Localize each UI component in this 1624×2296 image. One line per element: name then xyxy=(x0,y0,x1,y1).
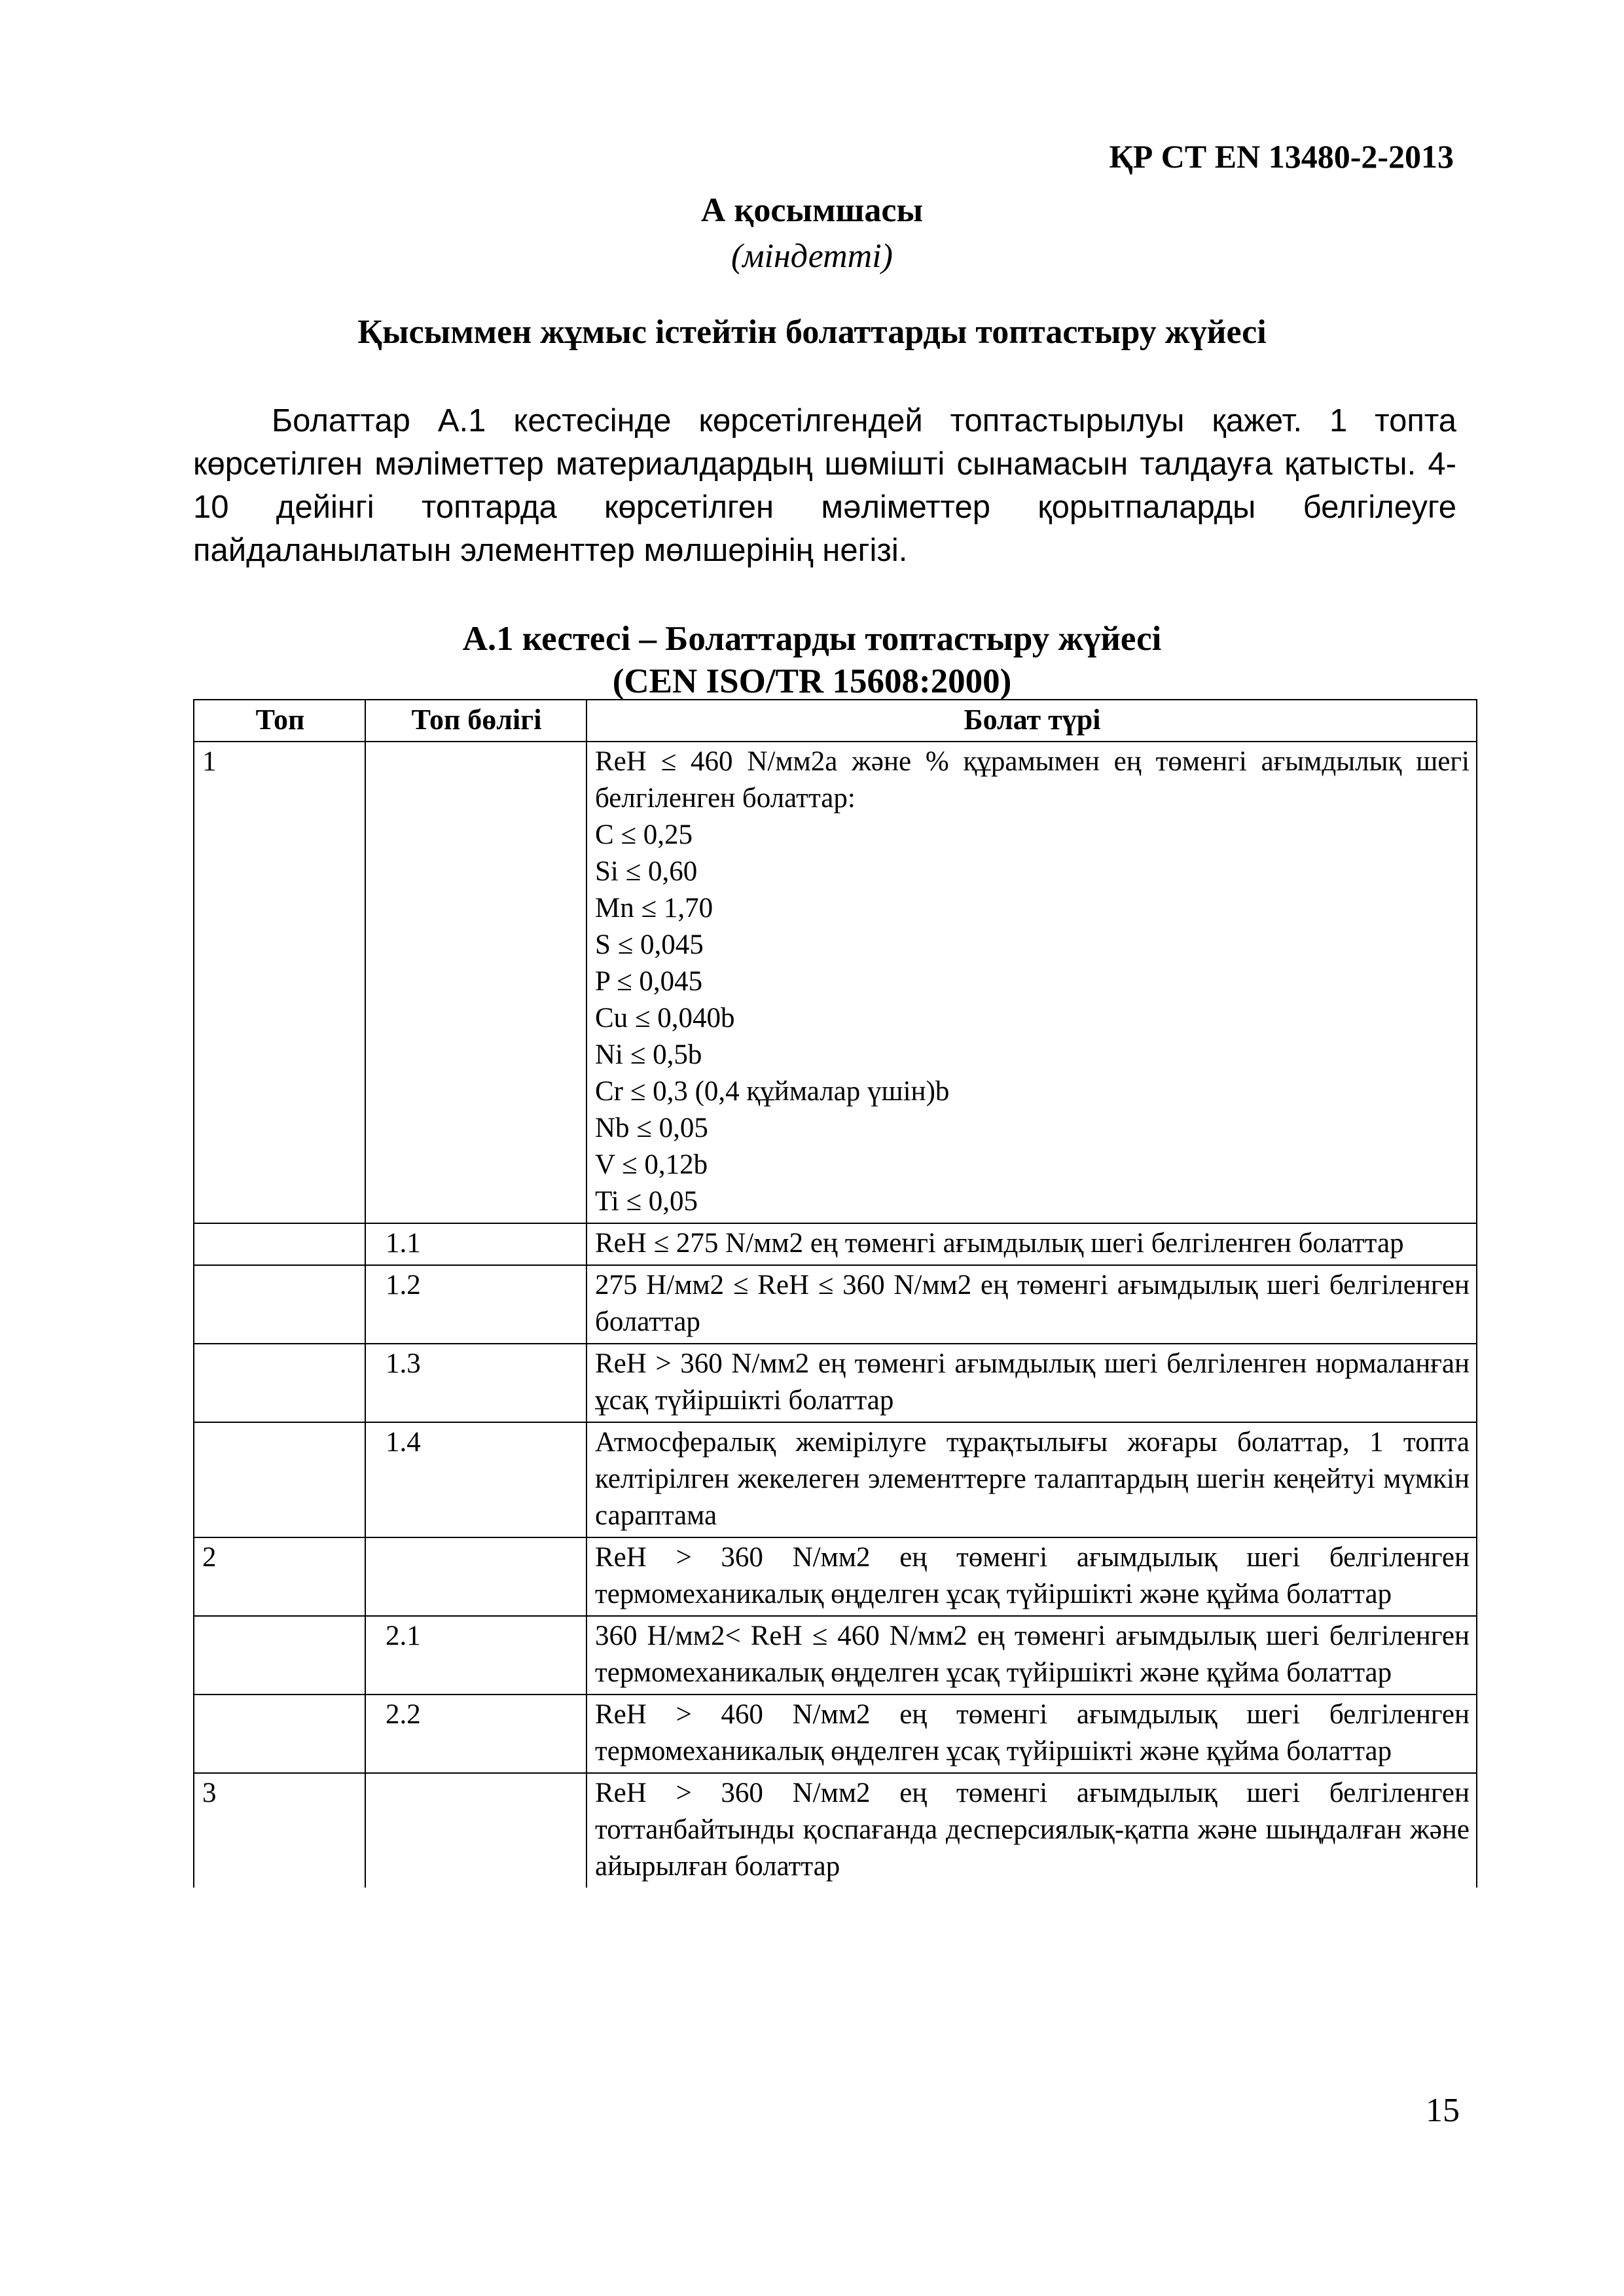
table-row xyxy=(194,1422,1477,1537)
steel-type-cell xyxy=(586,742,1477,1223)
group-cell: 3 xyxy=(194,1773,365,1888)
annex-status: (міндетті) xyxy=(731,238,893,275)
header-group: Топ xyxy=(194,700,365,742)
steel-type-cell: ReH > 360 N/мм2 ең төменгі ағымдылық шегі белгіленген термомеханикалық өңделген ұсақ түйіршікті және құйма болаттар xyxy=(586,1537,1477,1616)
group-cell xyxy=(194,1223,365,1265)
subgroup-cell: 1.3 xyxy=(365,1344,586,1422)
composition-limit: P ≤ 0,045 xyxy=(595,966,703,997)
composition-limit: Ni ≤ 0,5b xyxy=(595,1039,702,1070)
composition-limit: V ≤ 0,12b xyxy=(595,1149,708,1180)
steel-grouping-table xyxy=(193,699,1477,1888)
header-subgroup: Топ бөлігі xyxy=(365,700,586,742)
subgroup-cell xyxy=(365,1537,586,1616)
table-title xyxy=(0,618,1624,703)
steel-type-cell: 360 Н/мм2< ReH ≤ 460 N/мм2 ең төменгі ағымдылық шегі белгіленген термомеханикалық өңделген ұсақ түйіршікті және құйма болаттар xyxy=(586,1616,1477,1695)
steel-type-cell: ReH > 360 N/мм2 ең төменгі ағымдылық шегі белгіленген нормаланған ұсақ түйіршікті болаттар xyxy=(586,1344,1477,1422)
annex-title: А қосымшасы xyxy=(700,192,924,229)
subgroup-cell: 2.1 xyxy=(365,1616,586,1695)
steel-type-cell: Атмосфералық жемірілуге тұрақтылығы жоғары болаттар, 1 топта келтірілген жекелеген элементтерге талаптардың шегін кеңейтуі мүмкін сараптама xyxy=(586,1422,1477,1537)
composition-limit: Si ≤ 0,60 xyxy=(595,856,698,887)
subgroup-cell: 1.4 xyxy=(365,1422,586,1537)
subgroup-cell: 1.1 xyxy=(365,1223,586,1265)
table-title-line-1: А.1 кестесі – Болаттарды топтастыру жүйесі xyxy=(462,620,1162,658)
composition-limit: Cu ≤ 0,040b xyxy=(595,1003,735,1033)
table-header-row xyxy=(194,700,1477,742)
subgroup-cell: 1.2 xyxy=(365,1265,586,1344)
subgroup-cell xyxy=(365,742,586,1223)
table-row xyxy=(194,1537,1477,1616)
table-row xyxy=(194,1344,1477,1422)
composition-limit: Ti ≤ 0,05 xyxy=(595,1186,698,1217)
group-1-intro: ReH ≤ 460 N/мм2a және % құрамымен ең төменгі ағымдылық шегі белгіленген болаттар: xyxy=(595,746,1470,814)
section-title: Қысыммен жұмыс істейтін болаттарды топтастыру жүйесі xyxy=(357,314,1267,351)
composition-limit: Cr ≤ 0,3 (0,4 құймалар үшін)b xyxy=(595,1076,950,1107)
subgroup-cell xyxy=(365,1773,586,1888)
standard-designation: ҚР СТ EN 13480-2-2013 xyxy=(1109,138,1454,175)
table-row xyxy=(194,1265,1477,1344)
steel-type-cell: 275 Н/мм2 ≤ ReH ≤ 360 N/мм2 ең төменгі ағымдылық шегі белгіленген болаттар xyxy=(586,1265,1477,1344)
table-row xyxy=(194,1616,1477,1695)
table-row xyxy=(194,1695,1477,1773)
group-cell xyxy=(194,1422,365,1537)
steel-type-cell: ReH > 360 N/мм2 ең төменгі ағымдылық шегі белгіленген тоттанбайтынды қоспағанда десперсиялық-қатпа және шыңдалған және айырылған болаттар xyxy=(586,1773,1477,1888)
group-cell: 1 xyxy=(194,742,365,1223)
group-cell xyxy=(194,1344,365,1422)
table-row xyxy=(194,1223,1477,1265)
steel-type-cell: ReH > 460 N/мм2 ең төменгі ағымдылық шегі белгіленген термомеханикалық өңделген ұсақ түйіршікті және құйма болаттар xyxy=(586,1695,1477,1773)
composition-limit: C ≤ 0,25 xyxy=(595,819,693,850)
composition-limit: Nb ≤ 0,05 xyxy=(595,1113,708,1143)
page-number: 15 xyxy=(1426,2092,1460,2129)
table-row-group-1 xyxy=(194,742,1477,1223)
group-cell: 2 xyxy=(194,1537,365,1616)
table-title-line-2: (CEN ISO/TR 15608:2000) xyxy=(612,662,1012,700)
composition-limit: S ≤ 0,045 xyxy=(595,929,704,960)
intro-paragraph: Болаттар А.1 кестесінде көрсетілгендей топтастырылуы қажет. 1 топта көрсетілген мәліметтер материалдардың шөмішті сынамасын талдауға қатысты. 4-10 дейінгі топтарда көрсетілген мәліметтер қорытпаларды белгілеуге пайдаланылатын элементтер мөлшерінің негізі. xyxy=(193,403,1456,568)
group-cell xyxy=(194,1616,365,1695)
subgroup-cell: 2.2 xyxy=(365,1695,586,1773)
table-row xyxy=(194,1773,1477,1888)
group-cell xyxy=(194,1265,365,1344)
steel-type-cell: ReH ≤ 275 N/мм2 ең төменгі ағымдылық шегі белгіленген болаттар xyxy=(586,1223,1477,1265)
header-steel-type: Болат түрі xyxy=(586,700,1477,742)
composition-limit: Mn ≤ 1,70 xyxy=(595,893,713,924)
group-cell xyxy=(194,1695,365,1773)
